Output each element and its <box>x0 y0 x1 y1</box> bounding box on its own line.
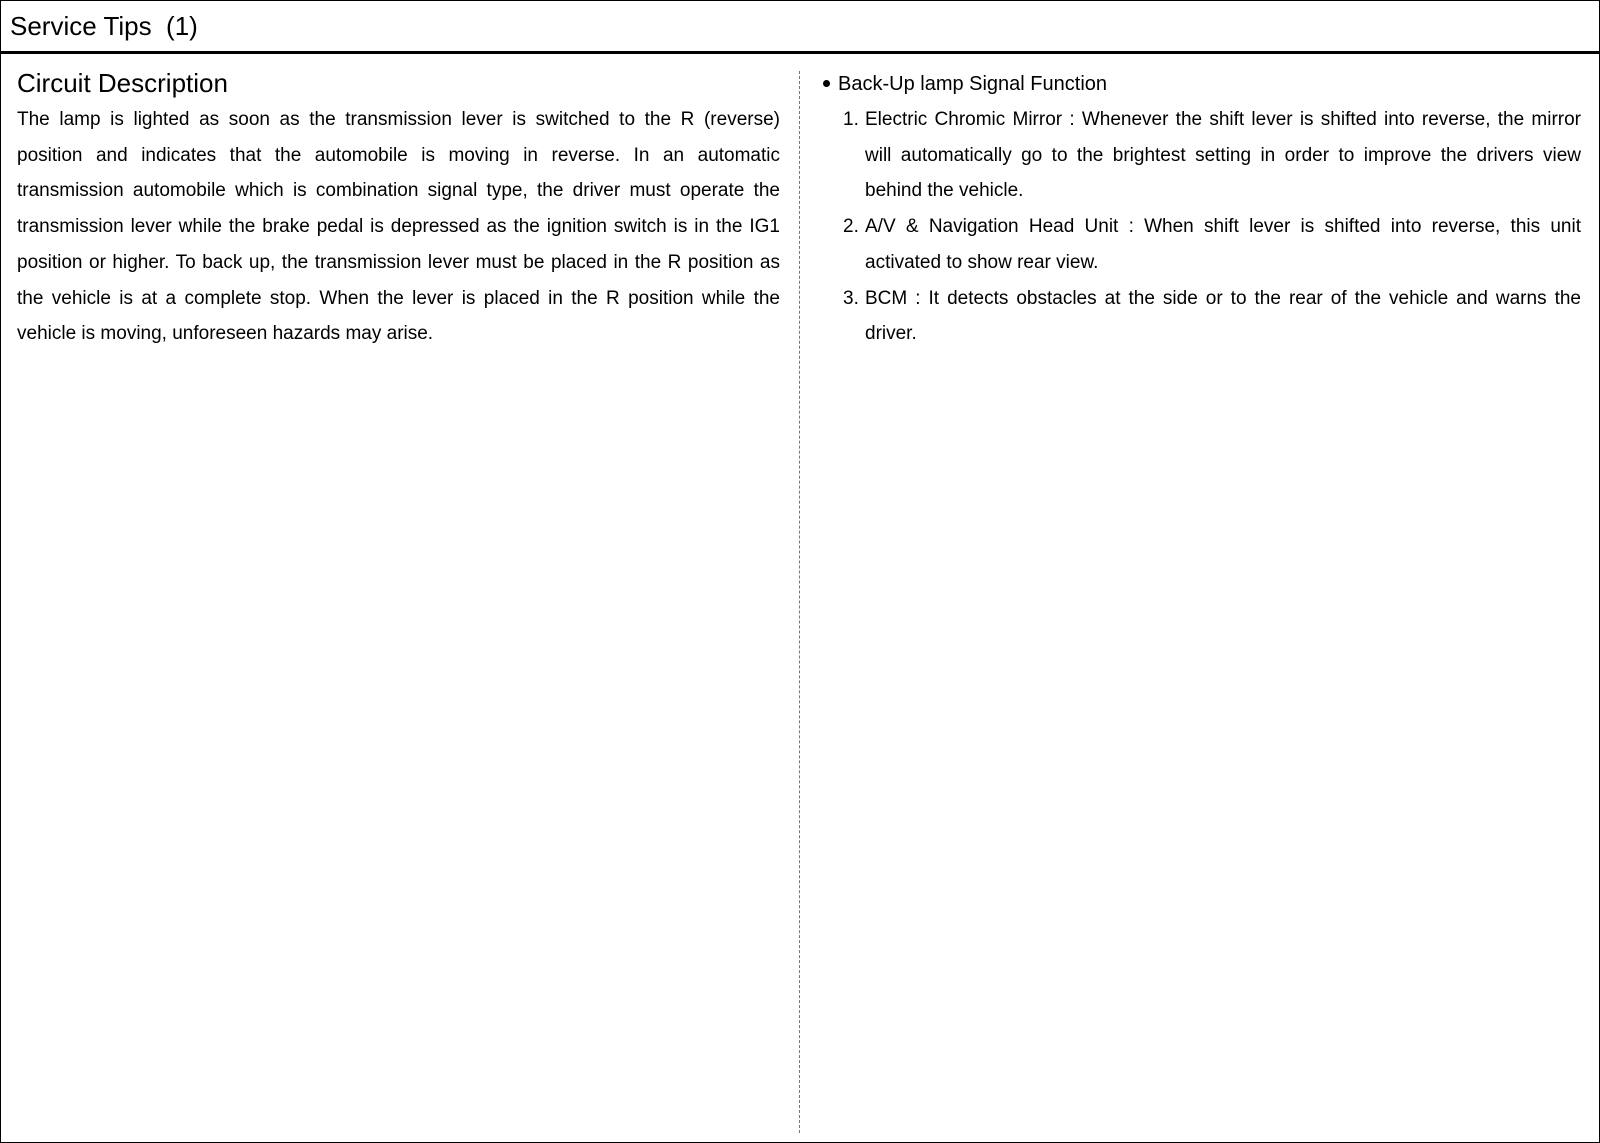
column-divider <box>799 71 800 1133</box>
backup-lamp-section <box>823 67 1581 352</box>
list-item <box>823 209 1581 280</box>
circuit-description-section <box>17 67 780 352</box>
page-title: Service Tips (1) <box>10 11 198 41</box>
item-number: 3. <box>843 287 859 309</box>
function-list <box>823 102 1581 352</box>
item-text: BCM : It detects obstacles at the side or to the rear of the vehicle and warns the driver. <box>865 287 1581 345</box>
list-item <box>823 102 1581 209</box>
bullet-heading-text: Back-Up lamp Signal Function <box>838 73 1108 95</box>
item-text: A/V & Navigation Head Unit : When shift lever is shifted into reverse, this unit activated to show rear view. <box>865 216 1581 273</box>
item-number: 1. <box>843 109 859 130</box>
section-title: Circuit Description <box>17 68 228 98</box>
item-text: Electric Chromic Mirror : Whenever the shift lever is shifted into reverse, the mirror will automatically go to the brightest setting in order to improve the drivers view behind the vehicle. <box>865 109 1581 202</box>
circuit-description-text: The lamp is lighted as soon as the transmission lever is switched to the R (reverse) position and indicates that the automobile is moving in reverse. In an automatic transmission automobile which is combination signal type, the driver must operate the transmission lever while the brake pedal is depressed as the ignition switch is in the IG1 position or higher. To back up, the transmission lever must be placed in the R position as the vehicle is at a complete stop. When the lever is placed in the R position while the vehicle is moving, unforeseen hazards may arise. <box>17 109 780 345</box>
bullet-icon <box>823 80 830 87</box>
page-header <box>1 1 1599 54</box>
list-item <box>823 281 1581 352</box>
bullet-heading <box>823 67 1581 102</box>
item-number: 2. <box>843 216 859 238</box>
